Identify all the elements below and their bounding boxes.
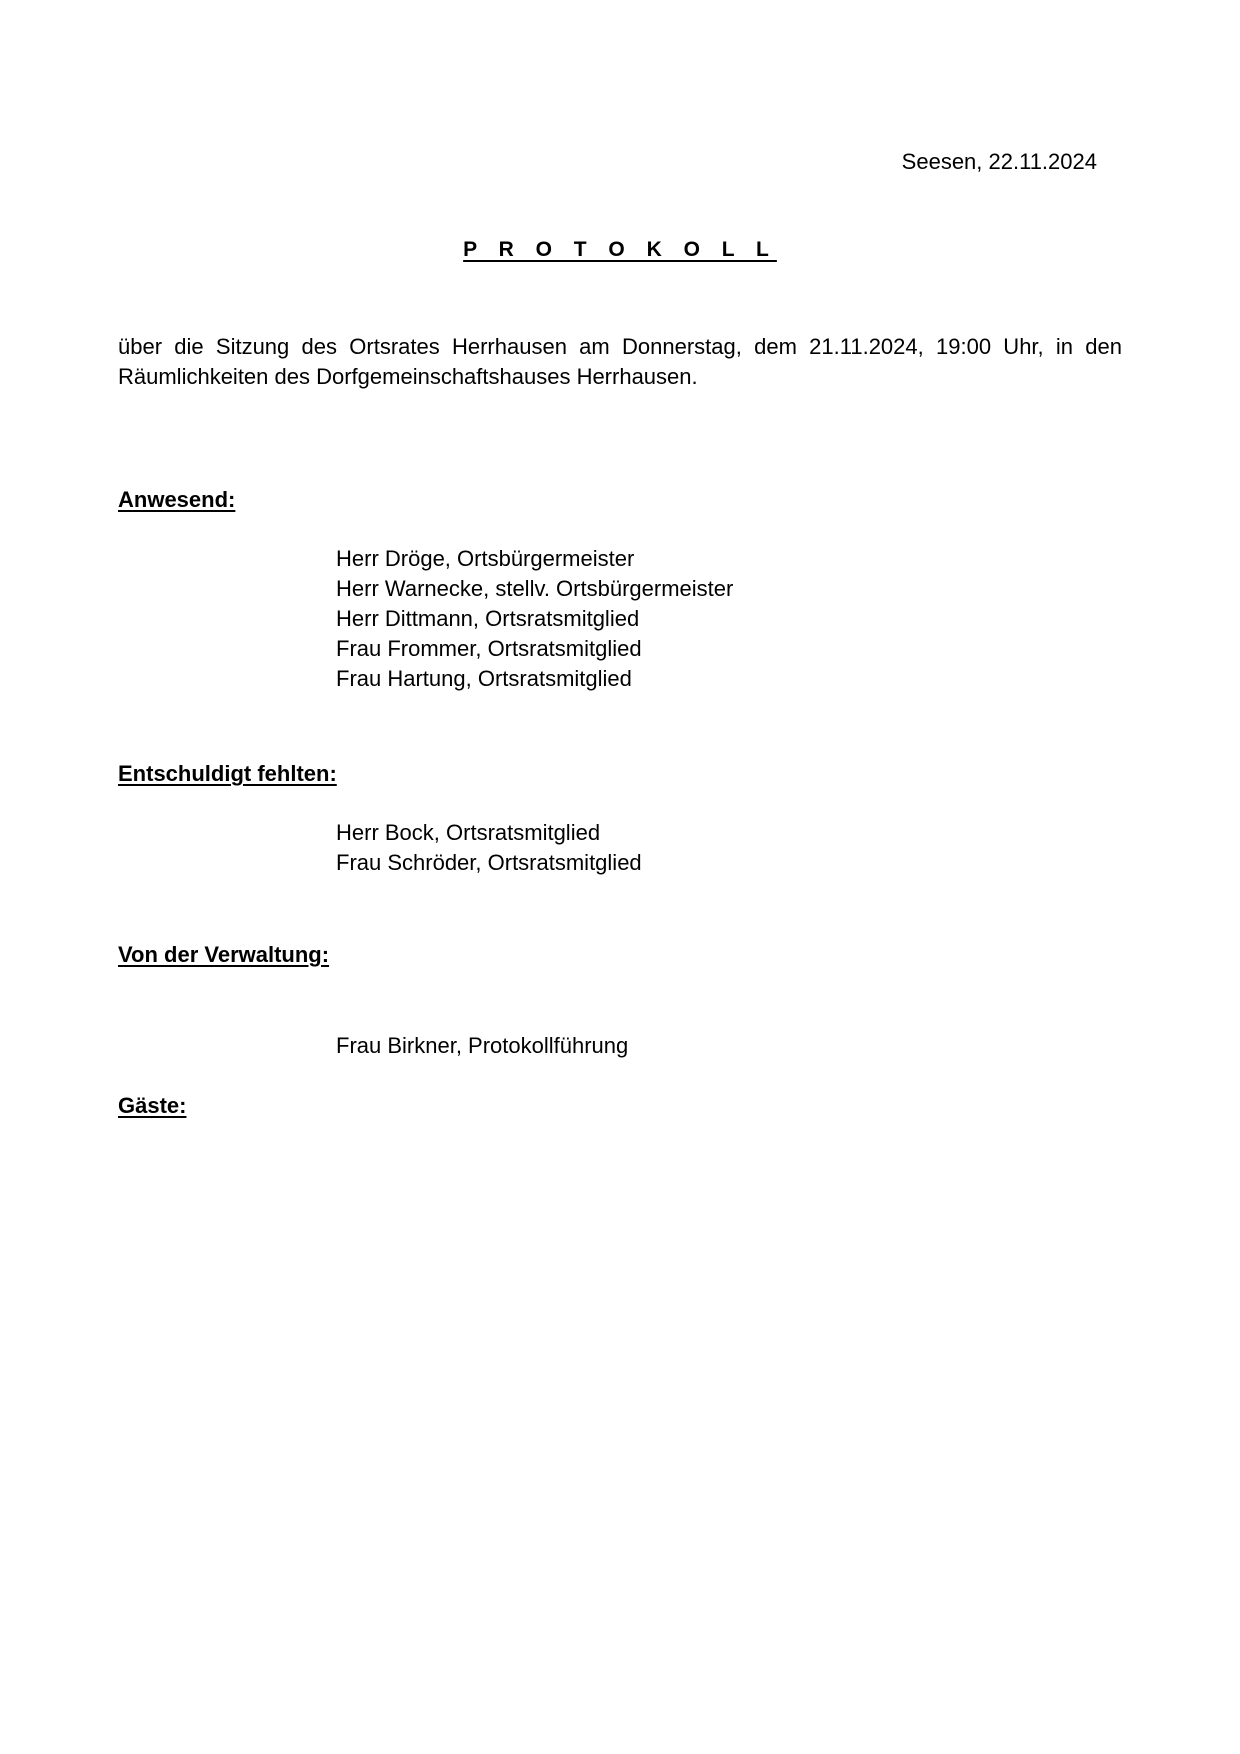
list-item: Herr Bock, Ortsratsmitglied [336,820,601,845]
attendee-list-excused [336,818,642,878]
attendee-list-administration [336,1031,628,1061]
list-item: Herr Dröge, Ortsbürgermeister [336,546,635,571]
section-heading-verwaltung: Von der Verwaltung: [118,942,330,967]
list-item: Frau Hartung, Ortsratsmitglied [336,666,632,691]
list-item: Herr Dittmann, Ortsratsmitglied [336,606,640,631]
document-title: P R O T O K O L L [463,238,777,261]
list-item: Frau Frommer, Ortsratsmitglied [336,636,642,661]
section-heading-gaeste: Gäste: [118,1093,187,1118]
list-item: Frau Birkner, Protokollführung [336,1033,629,1058]
section-heading-entschuldigt: Entschuldigt fehlten: [118,761,337,786]
list-item: Herr Warnecke, stellv. Ortsbürgermeister [336,576,734,601]
list-item: Frau Schröder, Ortsratsmitglied [336,850,642,875]
section-heading-anwesend: Anwesend: [118,487,236,512]
attendee-list-present [336,544,733,694]
document-date: Seesen, 22.11.2024 [901,149,1097,174]
intro-paragraph: über die Sitzung des Ortsrates Herrhausen am Donnerstag, dem 21.11.2024, 19:00 Uhr, in den Räumlichkeiten des Dorfgemeinschaftshauses Herrhausen. [118,334,1122,389]
